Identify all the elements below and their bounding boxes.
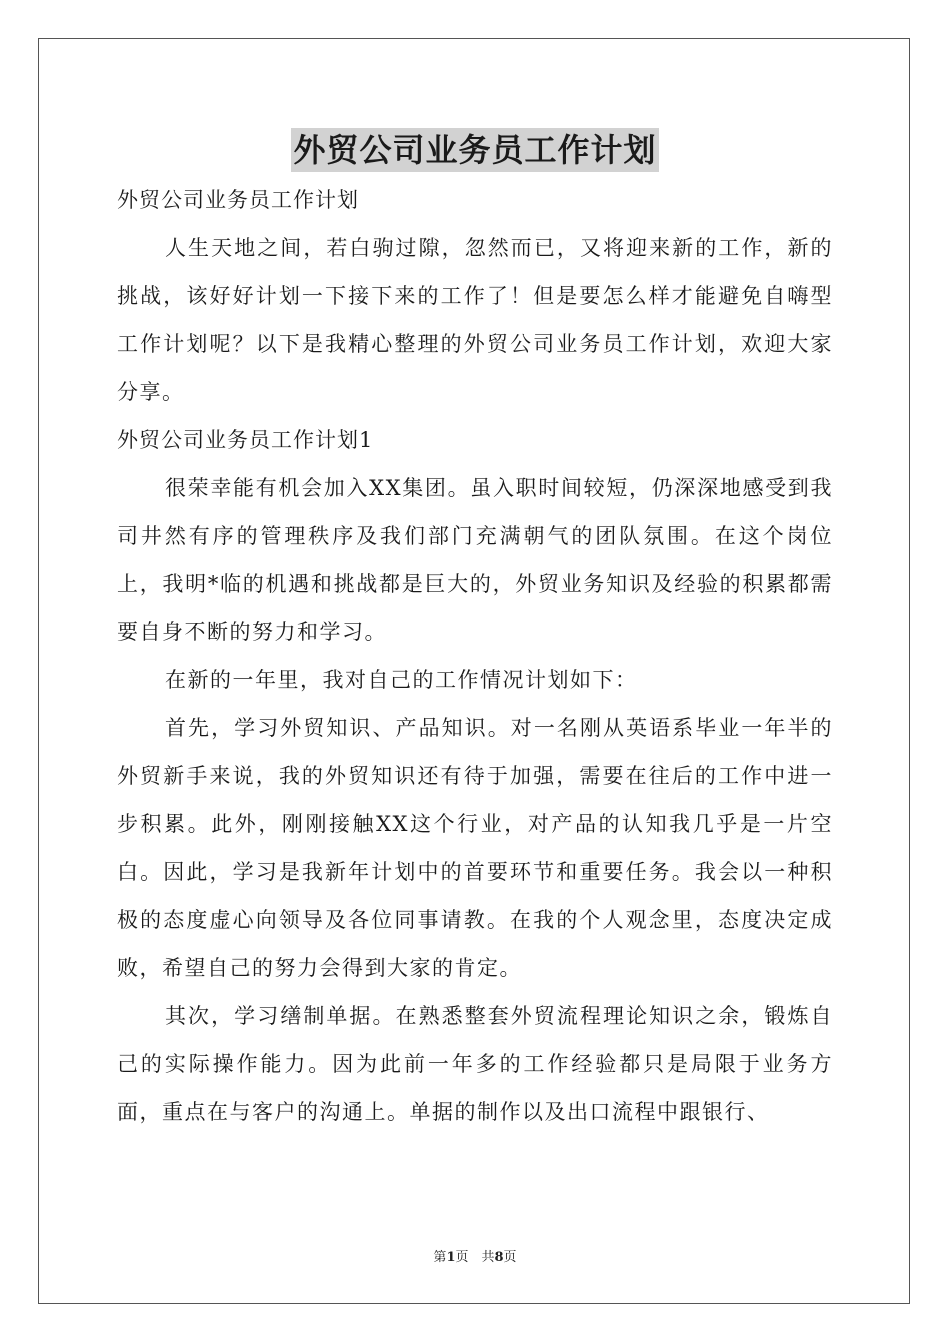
paragraph-4: 其次，学习缮制单据。在熟悉整套外贸流程理论知识之余，锻炼自己的实际操作能力。因为此前一年多的工作经验都只是局限于业务方面，重点在与客户的沟通上。单据的制作以及出口流程中跟银行、 — [117, 1004, 833, 1124]
intro-paragraph: 人生天地之间，若白驹过隙，忽然而已，又将迎来新的工作，新的挑战，该好好计划一下接下来的工作了！但是要怎么样才能避免自嗨型工作计划呢？以下是我精心整理的外贸公司业务员工作计划，欢迎大家分享。 — [117, 236, 833, 404]
section-heading: 外贸公司业务员工作计划1 — [117, 428, 374, 452]
page-footer — [0, 1246, 950, 1265]
title-wrap — [0, 128, 950, 172]
page-prefix: 第 — [433, 1250, 447, 1265]
page-mid: 页 共 — [455, 1250, 495, 1265]
document-subtitle: 外贸公司业务员工作计划 — [117, 188, 359, 212]
paragraph-3: 首先，学习外贸知识、产品知识。对一名刚从英语系毕业一年半的外贸新手来说，我的外贸知识还有待于加强，需要在往后的工作中进一步积累。此外，刚刚接触XX这个行业，对产品的认知我几乎是一片空白。因此，学习是我新年计划中的首要环节和重要任务。我会以一种积极的态度虚心向领导及各位同事请教。在我的个人观念里，态度决定成败，希望自己的努力会得到大家的肯定。 — [117, 716, 833, 980]
document-title: 外贸公司业务员工作计划 — [291, 128, 658, 172]
page-total-number: 8 — [494, 1250, 504, 1265]
page-current-number: 1 — [446, 1250, 456, 1265]
document-body — [117, 176, 833, 1136]
paragraph-2: 在新的一年里，我对自己的工作情况计划如下： — [165, 668, 638, 692]
paragraph-1: 很荣幸能有机会加入XX集团。虽入职时间较短，仍深深地感受到我司井然有序的管理秩序及我们部门充满朝气的团队氛围。在这个岗位上，我明*临的机遇和挑战都是巨大的，外贸业务知识及经验的积累都需要自身不断的努力和学习。 — [117, 476, 833, 644]
page-suffix: 页 — [503, 1250, 517, 1265]
